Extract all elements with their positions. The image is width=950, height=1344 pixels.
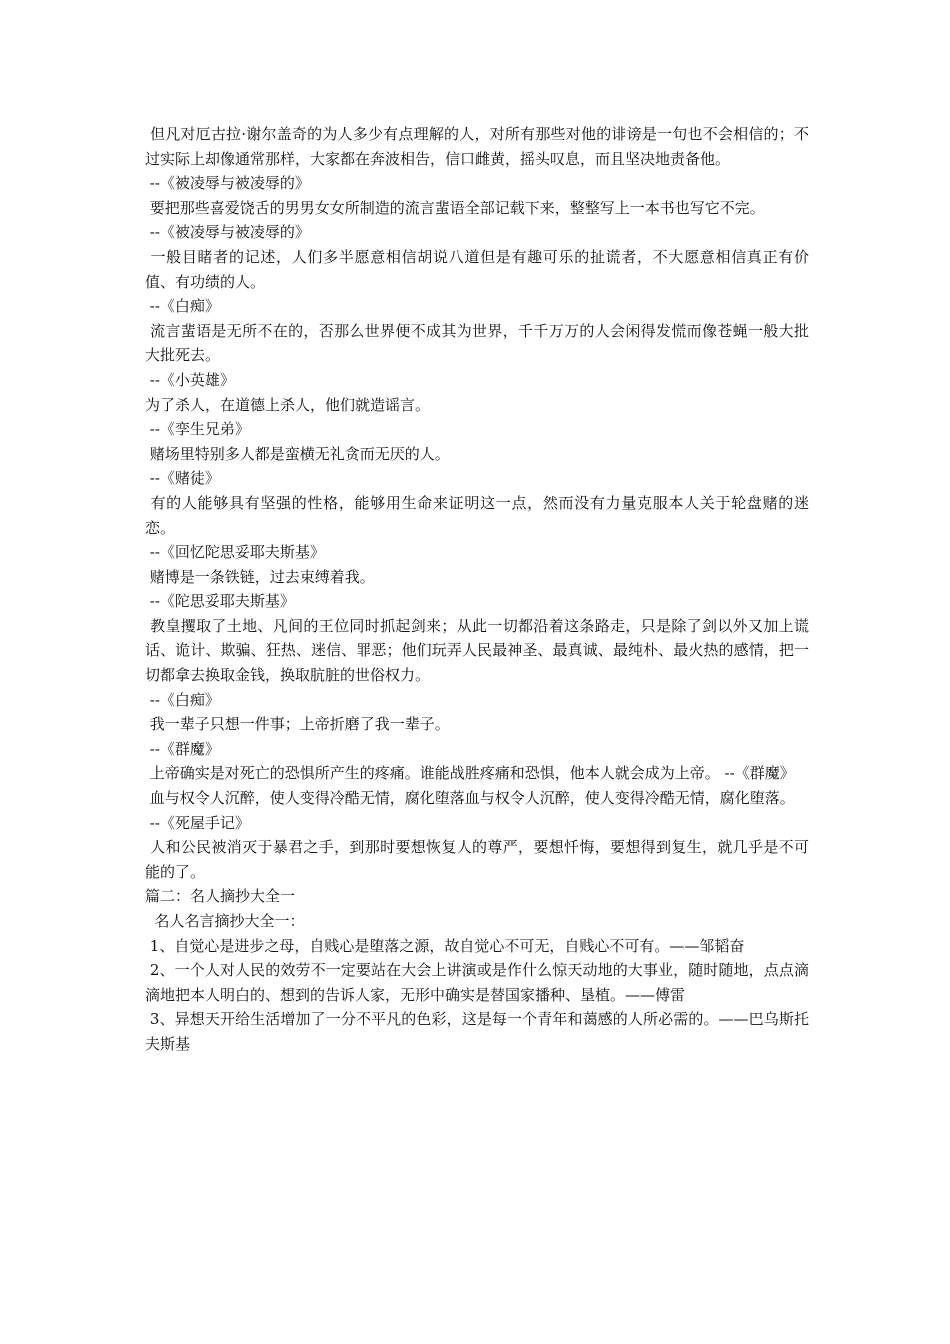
quote-source: --《赌徒》 (145, 469, 220, 488)
quote-paragraph: 但凡对厄古拉·谢尔盖奇的为人多少有点理解的人，对所有那些对他的诽谤是一句也不会相信的；不过实际上却像通常那样，大家都在奔波相告，信口雌黄，摇头叹息，而且坚决地责备他。 (145, 125, 809, 168)
quote-paragraph: 流言蜚语是无所不在的，否那么世界便不成其为世界，千千万万的人会闲得发慌而像苍蝇一般大批大批死去。 (145, 321, 809, 365)
quote-paragraph: 血与权令人沉醉，使人变得冷酷无情，腐化堕落血与权令人沉醉，使人变得冷酷无情，腐化堕落。 (145, 789, 795, 808)
quote-paragraph: 人和公民被消灭于暴君之手，到那时要想恢复人的尊严，要想忏悔，要想得到复生，就几乎是不可能的了。 (145, 838, 809, 881)
quote-source: --《死屋手记》 (145, 813, 250, 832)
numbered-quote: 2、一个人对人民的效劳不一定要站在大会上讲演或是作什么惊天动地的大事业，随时随地，点点滴滴地把本人明白的、想到的告诉人家，无形中确实是替国家播种、垦植。——傅雷 (145, 961, 809, 1004)
quote-source: --《回忆陀思妥耶夫斯基》 (145, 543, 325, 562)
quote-source: --《白痴》 (145, 297, 220, 316)
quote-source: --《孪生兄弟》 (145, 420, 250, 439)
quote-source: --《群魔》 (145, 739, 220, 758)
quote-paragraph: 教皇攫取了土地、凡间的王位同时抓起剑来；从此一切都沿着这条路走，只是除了剑以外又加上谎话、诡计、欺骗、狂热、迷信、罪恶；他们玩弄人民最神圣、最真诚、最纯朴、最火热的感情，把一切都拿去换取金钱，换取肮脏的世俗权力。 (145, 616, 809, 685)
quote-source: --《白痴》 (145, 690, 220, 709)
quote-source: --《被凌辱与被凌辱的》 (145, 223, 310, 242)
numbered-quote: 1、自觉心是进步之母，自贱心是堕落之源，故自觉心不可无，自贱心不可有。——邹韬奋 (145, 936, 745, 955)
numbered-quote: 3、异想天开给生活增加了一分不平凡的色彩，这是每一个青年和蔼感的人所必需的。——巴乌斯托夫斯基 (145, 1010, 809, 1053)
quote-source: --《被凌辱与被凌辱的》 (145, 174, 310, 193)
quote-paragraph: 一般目睹者的记述，人们多半愿意相信胡说八道但是有趣可乐的扯谎者，不大愿意相信真正有价值、有功绩的人。 (145, 247, 809, 291)
quote-paragraph: 我一辈子只想一件事；上帝折磨了我一辈子。 (145, 715, 450, 734)
section-heading: 篇二：名人摘抄大全一 (145, 887, 296, 906)
quote-paragraph: 要把那些喜爱饶舌的男男女女所制造的流言蜚语全部记载下来，整整写上一本书也写它不完。 (145, 198, 765, 217)
quote-paragraph: 有的人能够具有坚强的性格，能够用生命来证明这一点，然而没有力量克服本人关于轮盘赌的迷恋。 (145, 493, 809, 537)
document-body (145, 122, 809, 1057)
quote-paragraph: 为了杀人，在道德上杀人，他们就造谣言。 (145, 395, 431, 414)
quote-paragraph: 赌博是一条铁链，过去束缚着我。 (145, 567, 375, 586)
quote-source: --《陀思妥耶夫斯基》 (145, 592, 295, 611)
quote-source: --《小英雄》 (145, 370, 235, 389)
section-subheading: 名人名言摘抄大全一： (145, 912, 305, 930)
quote-paragraph: 赌场里特别多人都是蛮横无礼贪而无厌的人。 (145, 444, 450, 463)
quote-paragraph: 上帝确实是对死亡的恐惧所产生的疼痛。谁能战胜疼痛和恐惧，他本人就会成为上帝。 --《群魔》 (145, 764, 795, 783)
